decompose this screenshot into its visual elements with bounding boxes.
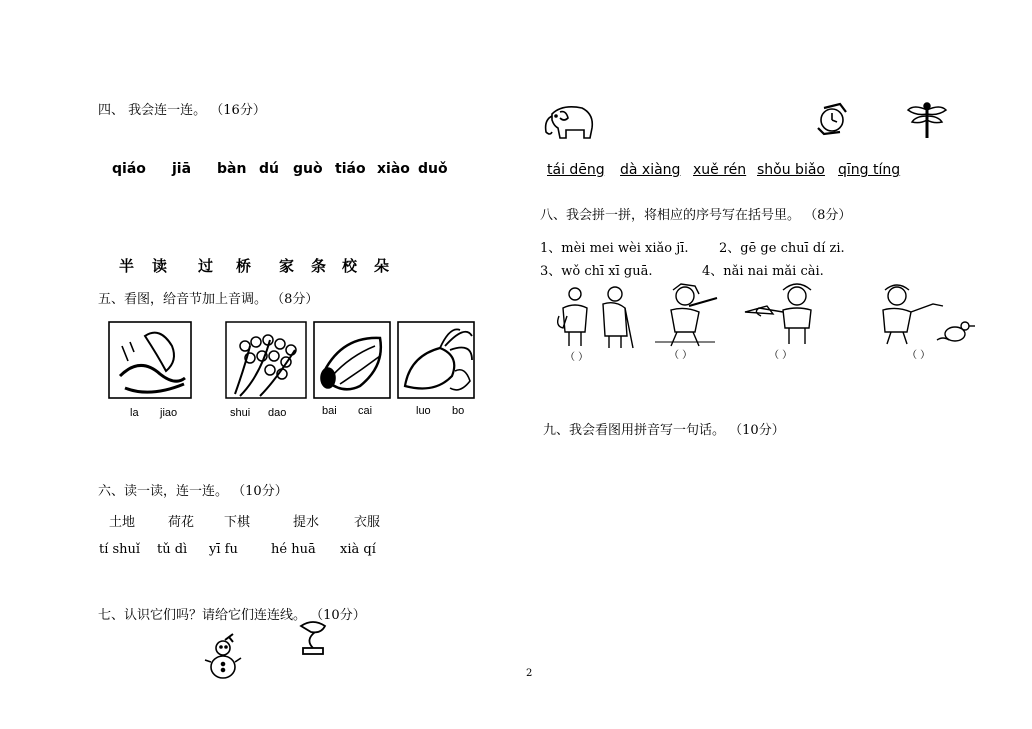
section-4-title: 四、 我会连一连。	[98, 103, 207, 118]
sec6-word-1: 荷花	[168, 515, 195, 530]
sec4-pinyin-4: guò	[293, 161, 323, 177]
section-4-heading	[98, 99, 266, 118]
radish-picture	[398, 322, 474, 398]
sec4-pinyin-1: jiā	[172, 161, 192, 177]
vegetable-pictures	[100, 316, 480, 424]
caption-la: la	[130, 407, 139, 419]
section-5-title: 五、看图，给音节加上音调。	[98, 292, 268, 307]
section-5-score: （8分）	[271, 292, 319, 307]
sec4-pinyin-7: duǒ	[418, 161, 448, 177]
sec6-word-3: 提水	[293, 515, 320, 530]
sec6-word-2: 下棋	[224, 515, 251, 530]
section-7-score: （10分）	[310, 608, 366, 623]
pinyin-tai-deng: tái dēng	[547, 162, 605, 178]
pinyin-qing-ting: qīng tíng	[838, 162, 901, 178]
sec6-word-4: 衣服	[354, 515, 381, 530]
caption-jiao: jiao	[160, 407, 178, 419]
sec8-item-4: 4、nǎi nai mǎi cài.	[702, 264, 824, 279]
sec4-char-2: 过	[198, 257, 214, 275]
sec4-char-7: 朵	[374, 257, 390, 275]
cabbage-picture	[314, 322, 390, 398]
sec6-pinyin-3: hé huā	[271, 542, 316, 557]
section-8-heading	[540, 204, 851, 223]
section-6-heading	[98, 480, 288, 499]
sec6-pinyin-1: tǔ dì	[157, 542, 188, 557]
bracket-3: （ ）	[769, 350, 793, 361]
caption-cai: cai	[358, 405, 373, 417]
caption-dao: dao	[268, 407, 287, 419]
bracket-1: （ ）	[565, 352, 589, 363]
caption-luo: luo	[416, 405, 431, 417]
elephant-picture	[542, 104, 596, 142]
bracket-2: （ ）	[669, 350, 693, 361]
section-6-score: （10分）	[232, 484, 288, 499]
sec4-char-5: 条	[311, 257, 327, 275]
woman-feeding-chick-picture	[883, 285, 975, 344]
section-8-title: 八、我会拼一拼，将相应的序号写在括号里。	[540, 208, 801, 223]
sec4-pinyin-3: dú	[259, 161, 279, 177]
boy-flute-picture	[655, 284, 717, 346]
pinyin-xue-ren: xuě rén	[693, 162, 747, 178]
sec4-pinyin-2: bàn	[217, 161, 247, 177]
pinyin-shou-biao: shǒu biǎo	[757, 162, 825, 178]
section-8-score: （8分）	[804, 208, 852, 223]
sec8-item-2: 2、gē ge chuī dí zi.	[719, 241, 845, 256]
section-4-score: （16分）	[210, 103, 266, 118]
dragonfly-picture	[906, 100, 948, 140]
rice-plant-picture	[226, 322, 306, 398]
caption-bai: bai	[322, 405, 337, 417]
sec6-word-0: 土地	[109, 515, 136, 530]
sec6-pinyin-4: xià qí	[340, 542, 376, 557]
sec4-char-1: 读	[152, 257, 168, 275]
desk-lamp-picture	[297, 620, 329, 656]
sec4-char-4: 家	[279, 257, 295, 275]
section-9-heading	[543, 419, 785, 438]
section-7-title: 七、认识它们吗？请给它们连连线。	[98, 608, 307, 623]
section-9-title: 九、我会看图用拼音写一句话。	[543, 423, 726, 438]
section-5-heading	[98, 288, 318, 307]
sec6-pinyin-0: tí shuǐ	[99, 542, 141, 557]
sec4-pinyin-0: qiáo	[112, 161, 146, 177]
girl-eating-picture	[745, 284, 811, 344]
pinyin-da-xiang: dà xiàng	[620, 162, 681, 178]
people-pictures	[545, 282, 985, 363]
sec4-char-6: 校	[342, 257, 358, 275]
sec4-char-0: 半	[119, 257, 135, 275]
sec6-pinyin-2: yī fu	[209, 542, 238, 557]
sec4-pinyin-5: tiáo	[335, 161, 366, 177]
section-6-title: 六、读一读，连一连。	[98, 484, 229, 499]
caption-bo: bo	[452, 405, 465, 417]
bracket-4: （ ）	[907, 350, 931, 361]
sec4-pinyin-6: xiào	[377, 161, 410, 177]
wristwatch-picture	[812, 100, 852, 138]
caption-shui: shui	[230, 407, 251, 419]
grandma-picture	[558, 287, 633, 348]
sec4-char-3: 桥	[236, 257, 252, 275]
snowman-picture	[205, 634, 241, 680]
sec8-item-1: 1、mèi mei wèi xiǎo jī.	[540, 241, 689, 256]
sec8-item-3: 3、wǒ chī xī guā.	[540, 264, 653, 279]
page-number: 2	[526, 668, 533, 679]
chili-pepper-picture	[109, 322, 191, 398]
section-9-score: （10分）	[729, 423, 785, 438]
